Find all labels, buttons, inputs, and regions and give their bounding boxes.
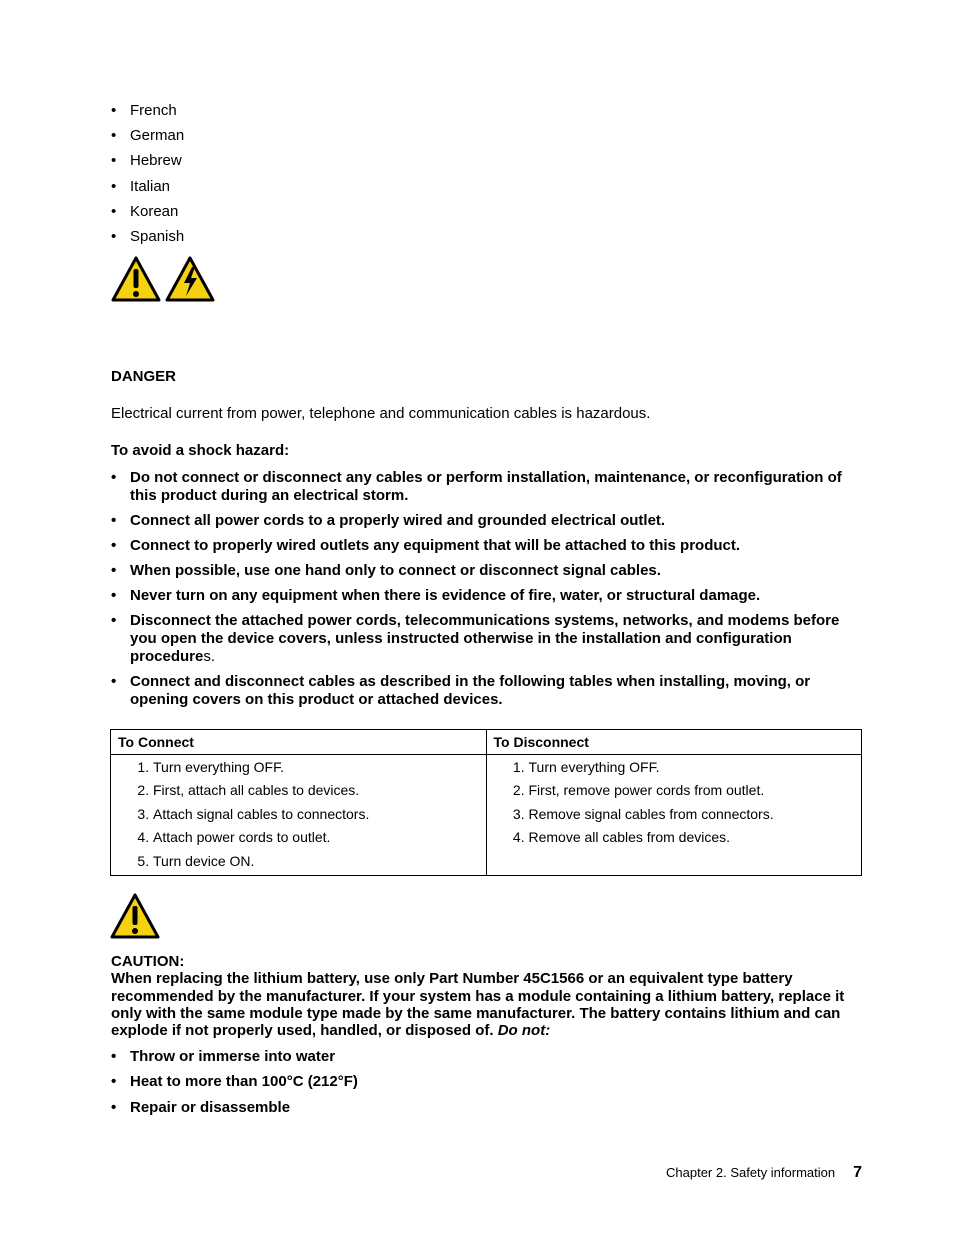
rule-item: • Connect to properly wired outlets any equipment that will be attached to this product. [111, 537, 863, 555]
hazard-icons [111, 256, 215, 302]
disconnect-steps-cell [486, 755, 862, 876]
avoid-shock-heading: To avoid a shock hazard: [111, 442, 290, 459]
disconnect-step: 1. Turn everything OFF. [529, 759, 855, 776]
caution-text [111, 970, 866, 1039]
rule-item: • Never turn on any equipment when there is evidence of fire, water, or structural damage. [111, 587, 863, 605]
language-item: • French [111, 102, 184, 127]
language-item: • Korean [111, 203, 184, 228]
disconnect-step: 3. Remove signal cables from connectors. [529, 806, 855, 823]
electrical-hazard-icon [165, 256, 215, 302]
caution-do-not: Do not: [497, 1022, 551, 1040]
disconnect-step: 2. First, remove power cords from outlet. [529, 782, 855, 799]
rule-item: • Do not connect or disconnect any cables or perform installation, maintenance, or reconfiguration of this product during an electrical storm. [111, 469, 863, 505]
connect-header: To Connect [111, 730, 487, 755]
battery-warning-item: • Repair or disassemble [111, 1099, 358, 1117]
caution-block [111, 953, 866, 1039]
connect-step: 4. Attach power cords to outlet. [153, 829, 479, 846]
connect-disconnect-table [110, 729, 862, 876]
rule-item: • Connect and disconnect cables as described in the following tables when installing, moving, or opening covers on this product or attached devices. [111, 673, 863, 709]
caution-body: When replacing the lithium battery, use only Part Number 45C1566 or an equivalent type battery recommended by the manufacturer. If your system has a module containing a lithium battery, replace it only with the same module type made by the same manufacturer. The battery contains lithium and can explode if not properly used, handled, or disposed of. [111, 970, 845, 1040]
page-footer [666, 1164, 862, 1182]
language-item: • Spanish [111, 228, 184, 253]
battery-warning-item: • Throw or immerse into water [111, 1048, 358, 1066]
connect-step: 2. First, attach all cables to devices. [153, 782, 479, 799]
caution-warning-icon [110, 893, 160, 939]
disconnect-header: To Disconnect [486, 730, 862, 755]
caution-title: CAUTION: [111, 953, 185, 970]
connect-steps-cell [111, 755, 487, 876]
shock-rules-list [111, 469, 863, 716]
battery-warnings-list [111, 1048, 358, 1124]
chapter-title: Chapter 2. Safety information [666, 1165, 836, 1180]
rule-text: Disconnect the attached power cords, telecommunications systems, networks, and modems before you open the device covers, unless instructed otherwise in the installation and configuration procedure [130, 612, 840, 665]
rule-item [111, 612, 863, 666]
connect-steps [118, 759, 479, 870]
page-number: 7 [853, 1164, 862, 1181]
connect-step: 3. Attach signal cables to connectors. [153, 806, 479, 823]
rule-text-tail: s. [203, 648, 216, 665]
language-list [111, 102, 184, 253]
warning-triangle-icon [111, 256, 161, 302]
disconnect-step: 4. Remove all cables from devices. [529, 829, 855, 846]
danger-title: DANGER [111, 368, 177, 385]
disconnect-steps [494, 759, 855, 846]
language-item: • Hebrew [111, 152, 184, 177]
battery-warning-item: • Heat to more than 100°C (212°F) [111, 1073, 358, 1091]
language-item: • German [111, 127, 184, 152]
connect-step: 1. Turn everything OFF. [153, 759, 479, 776]
rule-item: • Connect all power cords to a properly wired and grounded electrical outlet. [111, 512, 863, 530]
danger-statement: Electrical current from power, telephone and communication cables is hazardous. [111, 405, 651, 422]
rule-item: • When possible, use one hand only to connect or disconnect signal cables. [111, 562, 863, 580]
language-item: • Italian [111, 178, 184, 203]
connect-step: 5. Turn device ON. [153, 853, 479, 870]
